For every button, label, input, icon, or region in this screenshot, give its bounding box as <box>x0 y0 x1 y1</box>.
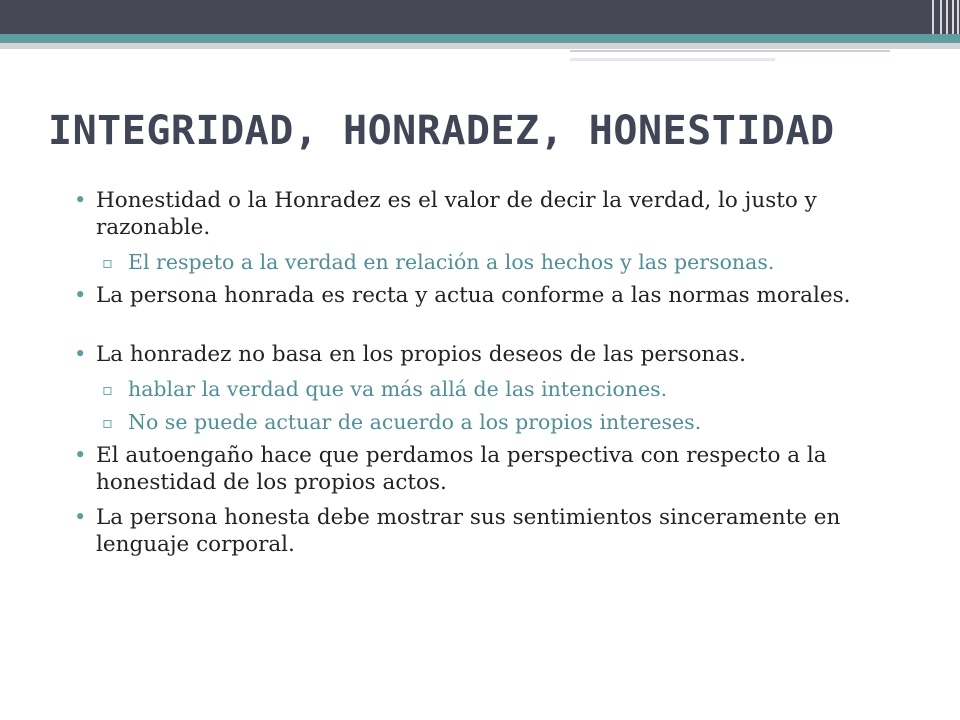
sub-bullet-text: No se puede actuar de acuerdo a los propios intereses. <box>128 410 702 434</box>
bullet-text: La persona honrada es recta y actua conforme a las normas morales. <box>96 283 851 308</box>
list-spacer <box>74 317 934 341</box>
bullet-item <box>74 341 934 368</box>
sub-bullet-item <box>74 409 934 436</box>
accent-band <box>0 34 960 43</box>
shadow-band <box>0 43 960 49</box>
bullet-text: Honestidad o la Honradez es el valor de decir la verdad, lo justo y razonable. <box>96 188 817 240</box>
sub-bullet-text: hablar la verdad que va más allá de las intenciones. <box>128 377 668 401</box>
sub-bullet-item <box>74 249 934 276</box>
bullet-item <box>74 442 934 496</box>
square-bullet-icon: ▫ <box>102 380 113 399</box>
square-bullet-icon: ▫ <box>102 253 113 272</box>
bullet-item <box>74 504 934 558</box>
bullet-icon: • <box>74 188 87 212</box>
bullet-text: La persona honesta debe mostrar sus sentimientos sinceramente en lenguaje corporal. <box>96 505 841 557</box>
sub-bullet-item <box>74 376 934 403</box>
bullet-icon: • <box>74 342 87 366</box>
bullet-text: El autoengaño hace que perdamos la perspectiva con respecto a la honestidad de los propios actos. <box>96 443 827 495</box>
bullet-icon: • <box>74 283 87 307</box>
slide-title: INTEGRIDAD, HONRADEZ, HONESTIDAD <box>48 108 835 154</box>
bullet-text: La honradez no basa en los propios deseos de las personas. <box>96 342 746 367</box>
header-bar <box>0 0 960 34</box>
bullet-icon: • <box>74 443 87 467</box>
bullet-icon: • <box>74 505 87 529</box>
bullet-list <box>74 187 934 566</box>
decorative-line <box>570 58 775 61</box>
square-bullet-icon: ▫ <box>102 413 113 432</box>
decorative-stripes <box>928 0 960 34</box>
bullet-item <box>74 282 934 309</box>
sub-bullet-text: El respeto a la verdad en relación a los hechos y las personas. <box>128 250 775 274</box>
bullet-item <box>74 187 934 241</box>
decorative-line <box>570 50 890 52</box>
